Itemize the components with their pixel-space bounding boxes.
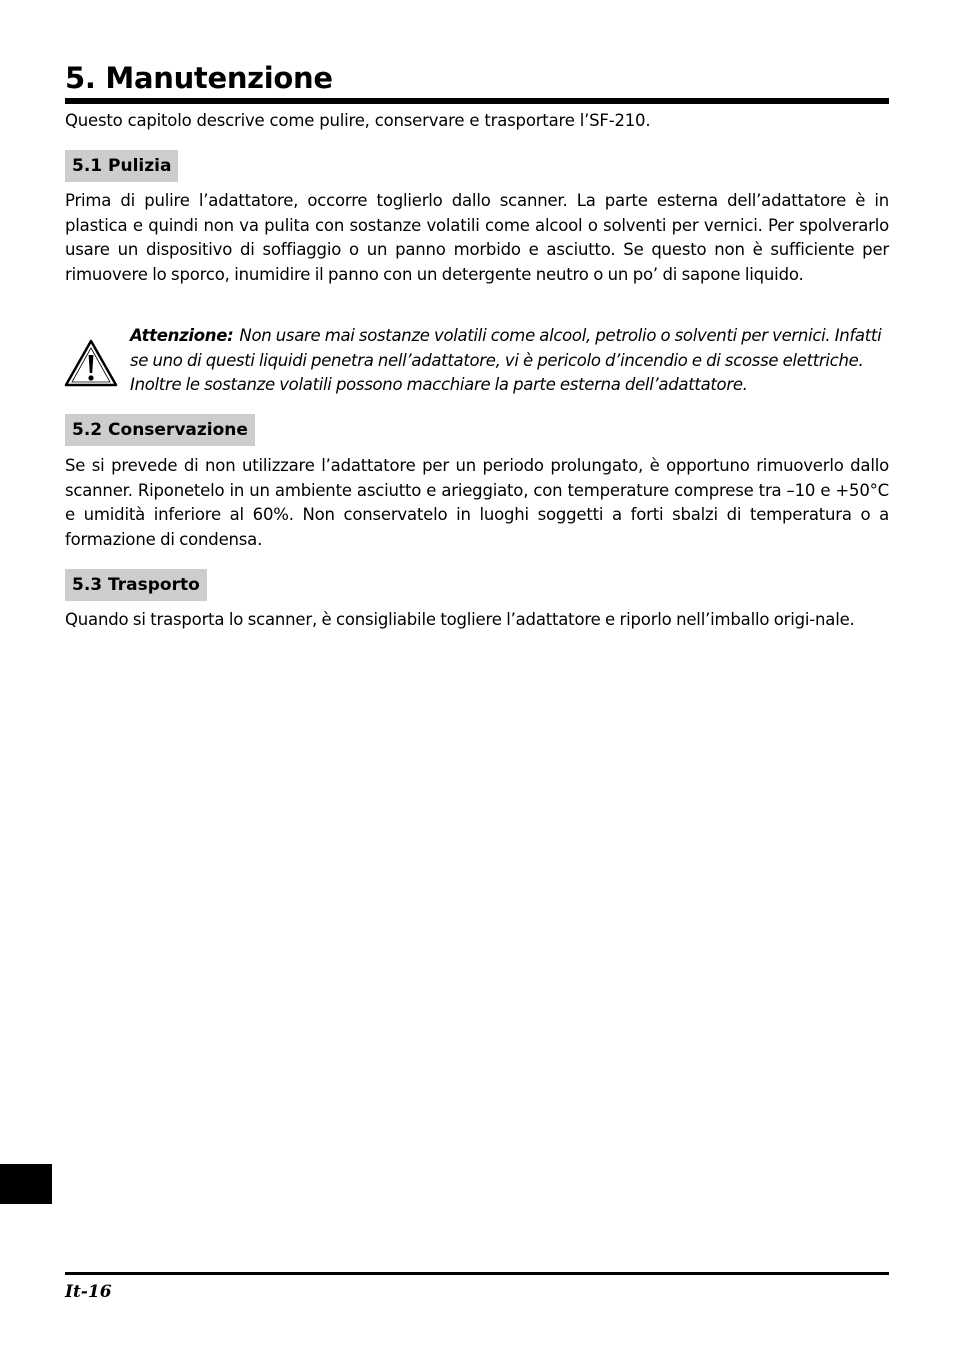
- page-number: It-16: [65, 1282, 112, 1302]
- side-tab-marker: [0, 1164, 52, 1204]
- section-body-conservazione: Se si prevede di non utilizzare l’adattatore per un periodo prolungato, è opportuno rimuoverlo dallo scanner. Riponetelo in un ambiente asciutto e arieggiato, con temperature comprese tra –10 e +50°C e umidità inferiore al 60%. Non conservatelo in luoghi soggetti a forti sbalzi di temperatura o a formazione di condensa.: [65, 456, 889, 549]
- warning-triangle-icon: [64, 338, 118, 388]
- section-heading-trasporto: 5.3 Trasporto: [65, 569, 207, 601]
- warning-text: Non usare mai sostanze volatili come alcool, petrolio o solventi per vernici. Infatti se uno di questi liquidi penetra nell’adattatore, vi è pericolo d’incendio e di scosse elettriche. Inoltre le sostanze volatili possono macchiare la parte esterna dell’adattatore.: [130, 326, 882, 394]
- section-heading-conservazione: 5.2 Conservazione: [65, 414, 255, 446]
- warning-label: Attenzione:: [130, 326, 234, 345]
- page-title: 5. Manutenzione: [65, 61, 333, 95]
- title-rule: [65, 98, 889, 104]
- warning-note: [130, 324, 889, 398]
- footer-rule: [65, 1272, 889, 1275]
- section-body-pulizia: Prima di pulire l’adattatore, occorre toglierlo dallo scanner. La parte esterna dell’adattatore è in plastica e quindi non va pulita con sostanze volatili come alcool o solventi per vernici. Per spolverarlo usare un dispositivo di soffiaggio o un panno morbido e asciutto. Se questo non è sufficiente per rimuovere lo sporco, inumidire il panno con un detergente neutro o un po’ di sapone liquido.: [65, 191, 889, 284]
- section-heading-pulizia: 5.1 Pulizia: [65, 150, 178, 182]
- intro-text: Questo capitolo descrive come pulire, conservare e trasportare l’SF-210.: [65, 111, 651, 130]
- section-body-trasporto: Quando si trasporta lo scanner, è consigliabile togliere l’adattatore e riporlo nell’imballo origi-nale.: [65, 610, 855, 629]
